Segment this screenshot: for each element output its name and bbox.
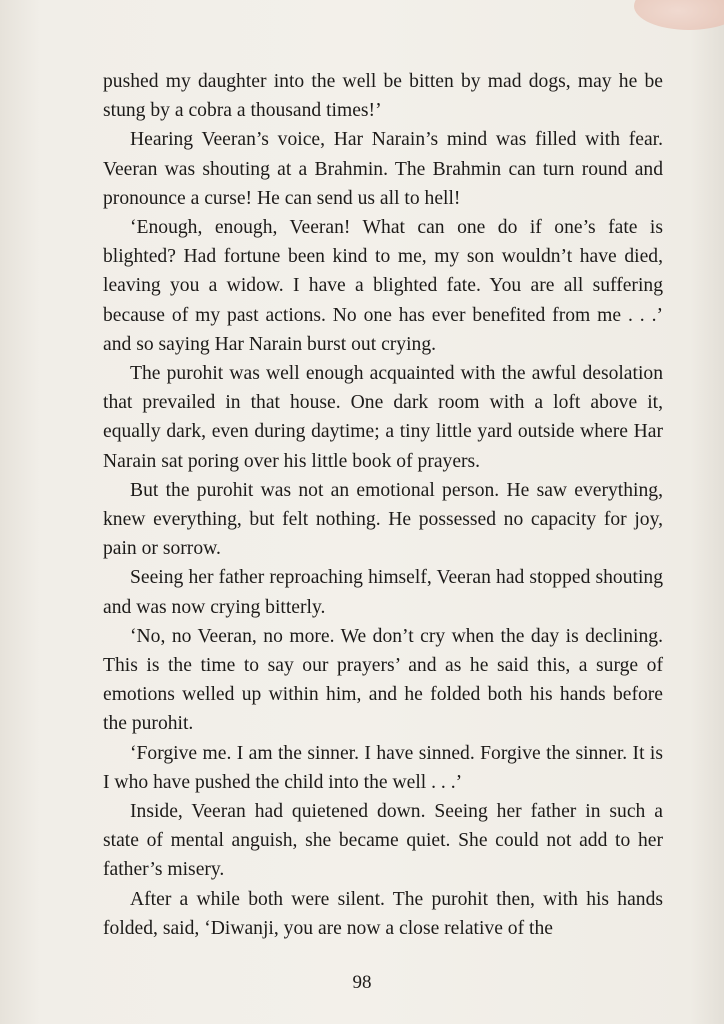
paragraph: pushed my daughter into the well be bitten by mad dogs, may he be stung by a cobra a thousand times!’ [103,71,663,122]
paragraph: ‘Forgive me. I am the sinner. I have sinned. Forgive the sinner. It is I who have pushed the child into the well . . .’ [103,742,663,793]
paragraph: Inside, Veeran had quietened down. Seeing her father in such a state of mental anguish, she became quiet. She could not add to her father’s misery. [103,801,663,881]
paragraph: After a while both were silent. The purohit then, with his hands folded, said, ‘Diwanji, you are now a close relative of the [103,888,663,939]
paragraph: ‘Enough, enough, Veeran! What can one do if one’s fate is blighted? Had fortune been kind to me, my son wouldn’t have died, leaving you a widow. I have a blighted fate. You are all suffering because of my past actions. No one has ever benefited from me . . .’ and so saying Har Narain burst out crying. [103,217,663,355]
paragraph: The purohit was well enough acquainted with the awful desolation that prevailed in that house. One dark room with a loft above it, equally dark, even during daytime; a tiny little yard outside where Har Narain sat poring over his little book of prayers. [103,363,663,472]
page-body [103,67,663,943]
paragraph: ‘No, no Veeran, no more. We don’t cry when the day is declining. This is the time to say our prayers’ and as he said this, a surge of emotions welled up within him, and he folded both his hands before the purohit. [103,625,663,735]
page-number: 98 [352,972,372,993]
paragraph: But the purohit was not an emotional person. He saw everything, knew everything, but felt nothing. He possessed no capacity for joy, pain or sorrow. [103,479,663,560]
thumb-shadow [634,0,724,30]
paragraph: Hearing Veeran’s voice, Har Narain’s mind was filled with fear. Veeran was shouting at a Brahmin. The Brahmin can turn round and pronounce a curse! He can send us all to hell! [103,129,663,209]
paragraph: Seeing her father reproaching himself, Veeran had stopped shouting and was now crying bitterly. [103,567,663,618]
